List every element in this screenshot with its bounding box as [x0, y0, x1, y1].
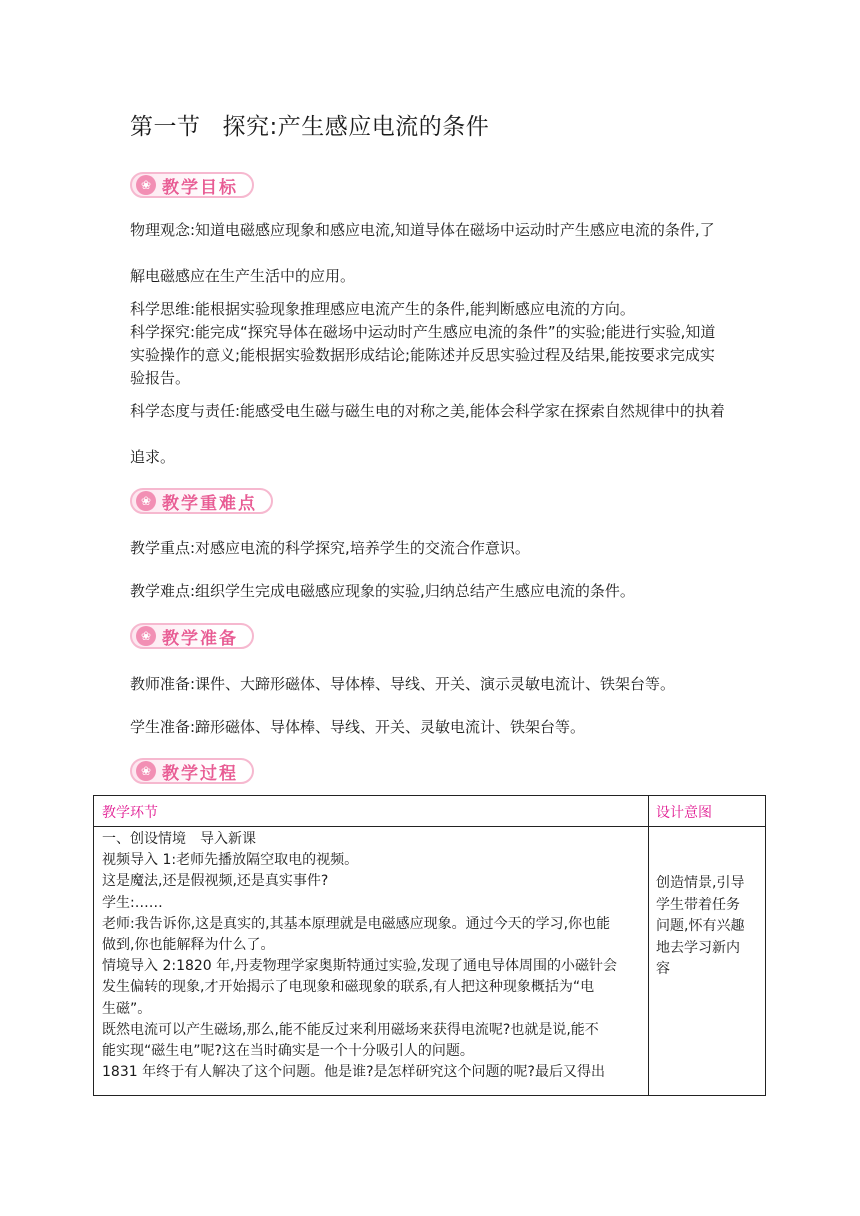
chapter-number: 第一节 — [130, 114, 201, 140]
step-line: 能实现“磁生电”呢?这在当时确实是一个十分吸引人的问题。 — [102, 1043, 474, 1060]
intent-line: 创造情景,引导 — [656, 875, 745, 891]
section-badge-keypoints — [130, 488, 273, 514]
key-point: 教学重点:对感应电流的科学探究,培养学生的交流合作意识。 — [130, 539, 530, 557]
step-line: 情境导入 2:1820 年,丹麦物理学家奥斯特通过实验,发现了通电导体周围的小磁针会 — [102, 958, 618, 975]
section-label: 教学目标 — [162, 177, 238, 198]
book-icon: ❀ — [136, 175, 156, 195]
difficult-point: 教学难点:组织学生完成电磁感应现象的实验,归纳总结产生感应电流的条件。 — [130, 582, 635, 600]
intent-cell — [656, 873, 760, 981]
objective-inquiry-line2: 实验操作的意义;能根据实验数据形成结论;能陈述并反思实验过程及结果,能按要求完成实 — [130, 346, 715, 364]
page-title — [130, 108, 489, 141]
book-icon: ❀ — [136, 761, 156, 781]
section-badge-preparation — [130, 623, 254, 649]
section-label: 教学重难点 — [162, 493, 257, 514]
section-label: 教学过程 — [162, 763, 238, 784]
header-intent: 设计意图 — [656, 805, 712, 821]
intent-line: 容 — [656, 961, 670, 977]
intent-line: 问题,怀有兴趣 — [656, 918, 745, 934]
book-icon: ❀ — [136, 626, 156, 646]
book-icon: ❀ — [136, 491, 156, 511]
section-label: 教学准备 — [162, 628, 238, 649]
section-badge-objectives — [130, 172, 254, 198]
steps-cell — [102, 829, 642, 1083]
student-preparation: 学生准备:蹄形磁体、导体棒、导线、开关、灵敏电流计、铁架台等。 — [130, 718, 586, 736]
objective-physics-line1: 物理观念:知道电磁感应现象和感应电流,知道导体在磁场中运动时产生感应电流的条件,了 — [130, 221, 715, 239]
step-line: 发生偏转的现象,才开始揭示了电现象和磁现象的联系,有人把这种现象概括为“电 — [102, 979, 595, 996]
step-line: 1831 年终于有人解决了这个问题。他是谁?是怎样研究这个问题的呢?最后又得出 — [102, 1064, 605, 1081]
step-line: 做到,你也能解释为什么了。 — [102, 937, 275, 954]
section-badge-process — [130, 758, 254, 784]
step-line: 这是魔法,还是假视频,还是真实事件? — [102, 873, 329, 890]
objective-attitude-line2: 追求。 — [130, 448, 176, 466]
step-line: 既然电流可以产生磁场,那么,能不能反过来利用磁场来获得电流呢?也就是说,能不 — [102, 1021, 599, 1038]
chapter-title: 探究:产生感应电流的条件 — [222, 114, 490, 140]
step-line: 视频导入 1:老师先播放隔空取电的视频。 — [102, 852, 359, 869]
objective-attitude-line1: 科学态度与责任:能感受电生磁与磁生电的对称之美,能体会科学家在探索自然规律中的执着 — [130, 402, 725, 420]
intent-line: 学生带着任务 — [656, 896, 740, 913]
objective-inquiry-line3: 验报告。 — [130, 369, 191, 387]
header-steps: 教学环节 — [102, 805, 158, 821]
teacher-preparation: 教师准备:课件、大蹄形磁体、导体棒、导线、开关、演示灵敏电流计、铁架台等。 — [130, 675, 676, 693]
objective-thinking: 科学思维:能根据实验现象推理感应电流产生的条件,能判断感应电流的方向。 — [130, 300, 635, 318]
process-table — [93, 795, 766, 1096]
step-line: 一、创设情境 导入新课 — [102, 831, 256, 847]
step-line: 老师:我告诉你,这是真实的,其基本原理就是电磁感应现象。通过今天的学习,你也能 — [102, 915, 611, 932]
step-line: 学生:…… — [102, 894, 163, 911]
objective-inquiry-line1: 科学探究:能完成“探究导体在磁场中运动时产生感应电流的条件”的实验;能进行实验,知道 — [130, 323, 716, 341]
intent-line: 地去学习新内 — [656, 939, 740, 956]
step-line: 生磁”。 — [102, 1000, 152, 1017]
objective-physics-line2: 解电磁感应在生产生活中的应用。 — [130, 267, 356, 285]
